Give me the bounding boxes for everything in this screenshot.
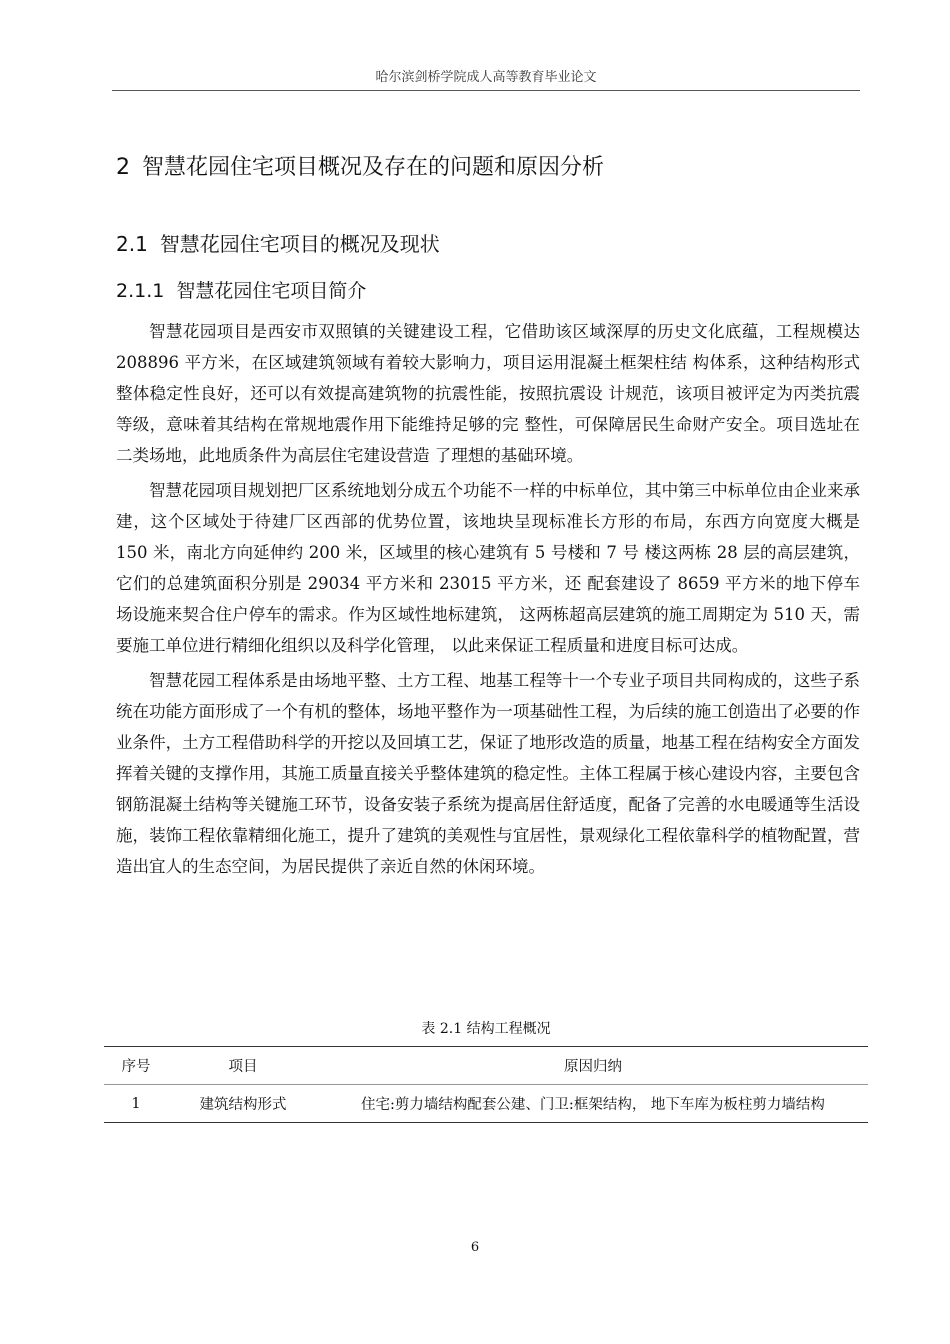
subsubsection-heading <box>116 276 366 303</box>
table-header-row <box>104 1047 868 1085</box>
paragraph: 智慧花园工程体系是由场地平整、土方工程、地基工程等十一个专业子项目共同构成的，这些子系统在功能方面形成了一个有机的整体，场地平整作为一项基础性工程，为后续的施工创造出了必要的作业条件，土方工程借助科学的开挖以及回填工艺，保证了地形改造的质量，地基工程在结构安全方面发挥着关键的支撑作用，其施工质量直接关乎整体建筑的稳定性。主体工程属于核心建设内容，主要包含钢筋混凝土结构等关键施工环节，设备安装子系统为提高居住舒适度，配备了完善的水电暖通等生活设施，装饰工程依靠精细化施工，提升了建筑的美观性与宜居性，景观绿化工程依靠科学的植物配置，营造出宜人的生态空间，为居民提供了亲近自然的休闲环境。 <box>116 671 860 876</box>
subsection-title: 智慧花园住宅项目的概况及现状 <box>159 232 440 256</box>
table-cell: 住宅:剪力墙结构配套公建、门卫:框架结构， 地下车库为板柱剪力墙结构 <box>361 1097 825 1113</box>
subsection-heading <box>116 228 440 257</box>
subsubsection-number: 2.1.1 <box>116 280 165 302</box>
column-header: 序号 <box>121 1059 151 1075</box>
table-caption: 表 2.1 结构工程概况 <box>421 1021 551 1037</box>
running-header: 哈尔滨剑桥学院成人高等教育毕业论文 <box>375 70 597 85</box>
structure-table <box>104 1046 868 1123</box>
table-cell: 建筑结构形式 <box>199 1097 287 1113</box>
subsection-number: 2.1 <box>116 232 148 256</box>
body-text <box>116 316 860 886</box>
table-row <box>104 1085 868 1123</box>
column-header: 项目 <box>228 1059 258 1075</box>
section-title: 智慧花园住宅项目概况及存在的问题和原因分析 <box>142 155 605 180</box>
page-number: 6 <box>470 1240 480 1255</box>
paragraph: 智慧花园项目规划把厂区系统地划分成五个功能不一样的中标单位，其中第三中标单位由企业来承建，这个区域处于待建厂区西部的优势位置，该地块呈现标准长方形的布局，东西方向宽度大概是 150 米，南北方向延伸约 200 米，区域里的核心建筑有 5 号楼和 7 号 楼这两栋 28 层的高层建筑，它们的总建筑面积分别是 29034 平方米和 23015 平方米，还 配套建设了 8659 平方米的地下停车场设施来契合住户停车的需求。作为区域性地标建筑， 这两栋超高层建筑的施工周期定为 510 天，需要施工单位进行精细化组织以及科学化管理， 以此来保证工程质量和进度目标可达成。 <box>116 481 860 655</box>
column-header: 原因归纳 <box>564 1059 622 1075</box>
section-heading <box>116 150 604 181</box>
header-divider <box>112 90 860 91</box>
table-cell: 1 <box>131 1095 141 1112</box>
paragraph: 智慧花园项目是西安市双照镇的关键建设工程，它借助该区域深厚的历史文化底蕴，工程规模达 208896 平方米，在区域建筑领域有着较大影响力，项目运用混凝土框架柱结 构体系，这种结构形式整体稳定性良好，还可以有效提高建筑物的抗震性能，按照抗震设 计规范，该项目被评定为丙类抗震等级，意味着其结构在常规地震作用下能维持足够的完 整性，可保障居民生命财产安全。项目选址在二类场地，此地质条件为高层住宅建设营造 了理想的基础环境。 <box>116 322 860 465</box>
section-number: 2 <box>116 155 130 180</box>
subsubsection-title: 智慧花园住宅项目简介 <box>176 280 367 302</box>
